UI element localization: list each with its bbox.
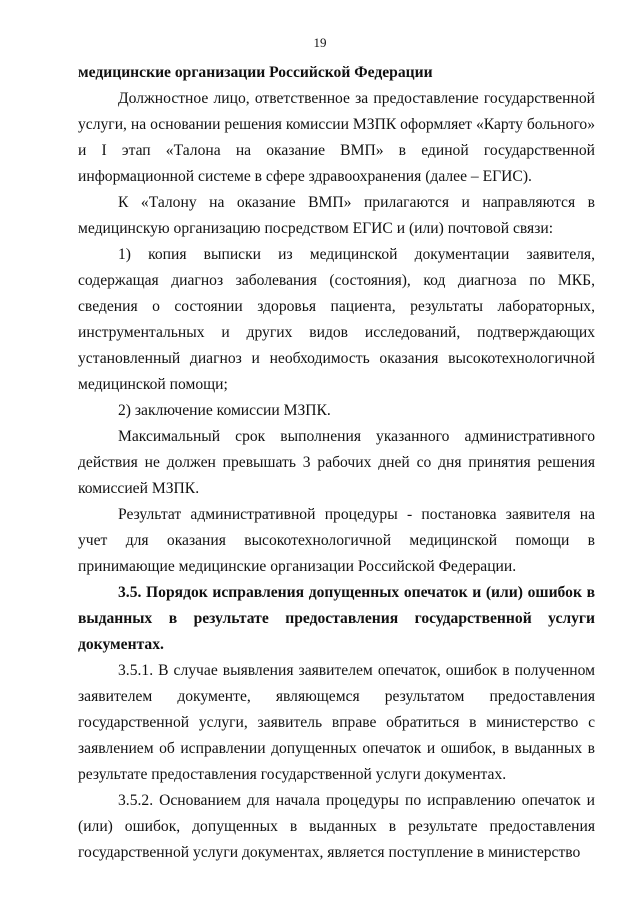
paragraph-official-responsible: Должностное лицо, ответственное за предоставление государственной услуги, на основании решения комиссии МЗПК оформляет «Карту больного» и I этап «Талона на оказание ВМП» в единой государственной информационной системе в сфере здравоохранения (далее – ЕГИС).	[78, 90, 595, 185]
paragraph-procedure-result: Результат административной процедуры - постановка заявителя на учет для оказания высокотехнологичной медицинской помощи в принимающие медицинские организации Российской Федерации.	[78, 506, 595, 575]
paragraph-max-term: Максимальный срок выполнения указанного административного действия не должен превышать 3 рабочих дней со дня принятия решения комиссией МЗПК.	[78, 428, 595, 497]
paragraph-heading-continuation: медицинские организации Российской Федерации	[78, 64, 433, 81]
paragraph-3-5-2: 3.5.2. Основанием для начала процедуры по исправлению опечаток и (или) ошибок, допущенных в выданных в результате предоставления государственной услуги документах, является поступление в министерство	[78, 792, 595, 861]
page-number: 19	[313, 35, 327, 50]
section-heading-3-5: 3.5. Порядок исправления допущенных опечаток и (или) ошибок в выданных в результате предоставления государственной услуги документах.	[78, 584, 595, 653]
paragraph-item-2-commission-conclusion: 2) заключение комиссии МЗПК.	[118, 402, 331, 419]
paragraph-item-1-extract-copy: 1) копия выписки из медицинской документации заявителя, содержащая диагноз заболевания (состояния), код диагноза по МКБ, сведения о состоянии здоровья пациента, результаты лабораторных, инструментальных и других видов исследований, подтверждающих установленный диагноз и необходимость оказания высокотехнологичной медицинской помощи;	[78, 246, 595, 393]
paragraph-talon-attachments: К «Талону на оказание ВМП» прилагаются и направляются в медицинскую организацию посредством ЕГИС и (или) почтовой связи:	[78, 194, 595, 237]
paragraph-3-5-1: 3.5.1. В случае выявления заявителем опечаток, ошибок в полученном заявителем документе, являющемся результатом предоставления государственной услуги, заявитель вправе обратиться в министерство с заявлением об исправлении допущенных опечаток и ошибок, в выданных в результате предоставления государственной услуги документах.	[78, 662, 595, 783]
document-body	[78, 60, 595, 866]
